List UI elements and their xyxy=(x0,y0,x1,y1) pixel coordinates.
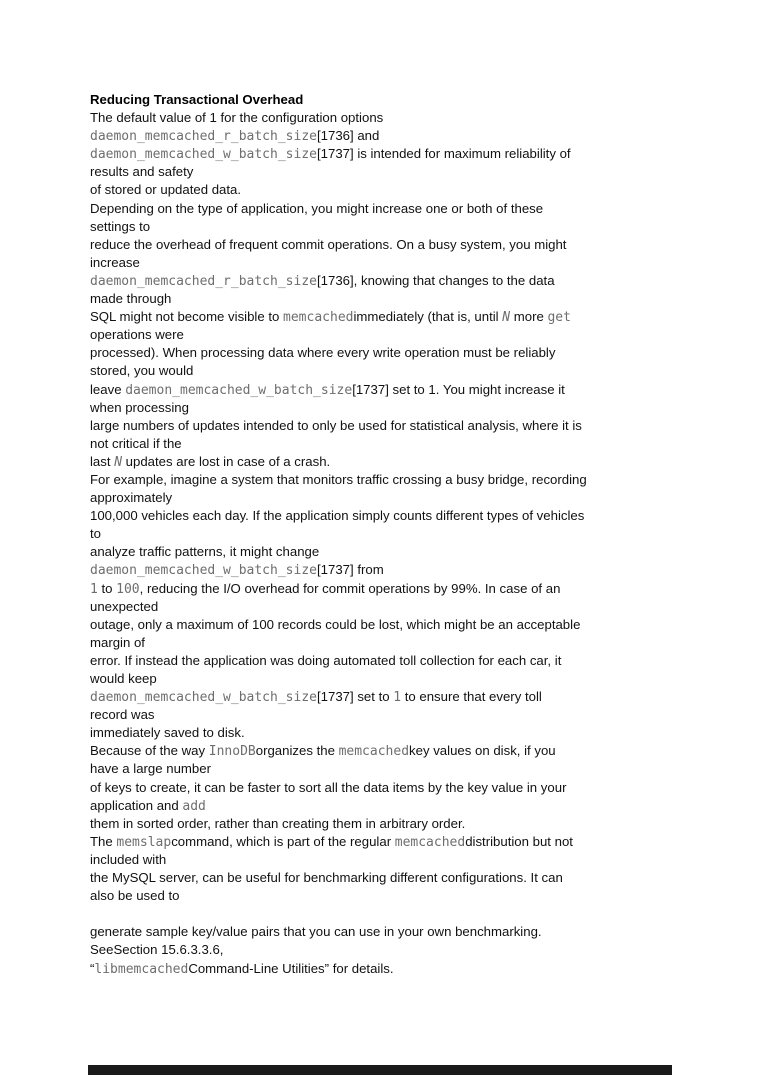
text-line xyxy=(90,923,720,941)
code-span: InnoDB xyxy=(208,744,256,760)
text-span: unexpected xyxy=(90,598,159,614)
text-span: organizes the xyxy=(255,743,339,759)
code-span: memcached xyxy=(394,834,466,850)
text-line xyxy=(90,381,720,399)
text-span: For example, imagine a system that monitors traffic crossing a busy bridge, recording xyxy=(90,471,587,487)
text-span: to xyxy=(90,526,101,542)
blank-line xyxy=(90,905,720,923)
text-span: more xyxy=(510,309,548,325)
text-line xyxy=(90,417,720,435)
text-line xyxy=(90,887,720,905)
title-text: Reducing Transactional Overhead xyxy=(90,92,304,107)
text-span: leave xyxy=(90,381,126,397)
text-span: error. If instead the application was doing automated toll collection for each car, it xyxy=(90,652,562,668)
text-span: [1737] from xyxy=(316,562,384,578)
text-span: approximately xyxy=(90,490,173,506)
text-span: [1736] and xyxy=(316,128,380,144)
code-span: 1 xyxy=(393,690,402,706)
text-span: Command-Line Utilities” for details. xyxy=(188,960,394,976)
text-span: SQL might not become visible to xyxy=(90,309,284,325)
code-span: daemon_memcached_w_batch_size xyxy=(90,147,317,163)
text-line xyxy=(90,779,720,797)
text-span: made through xyxy=(90,291,172,307)
text-line xyxy=(90,561,720,579)
text-span: 100,000 vehicles each day. If the application simply counts different types of vehicles xyxy=(90,508,585,524)
text-span: of keys to create, it can be faster to sort all the data items by the key value in your xyxy=(90,779,567,795)
text-line xyxy=(90,326,720,344)
text-span: results and safety xyxy=(90,164,194,180)
text-span: , reducing the I/O overhead for commit operations by 99%. In case of an xyxy=(139,580,561,596)
section-title xyxy=(90,91,720,109)
text-line xyxy=(90,344,720,362)
text-span: Depending on the type of application, you might increase one or both of these xyxy=(90,200,544,216)
code-span: daemon_memcached_w_batch_size xyxy=(125,382,353,398)
text-span: generate sample key/value pairs that you can use in your own benchmarking. xyxy=(90,924,542,940)
text-line xyxy=(90,851,720,869)
text-line xyxy=(90,525,720,543)
text-line xyxy=(90,163,720,181)
text-line xyxy=(90,290,720,308)
code-span: memcached xyxy=(338,744,410,760)
text-span: updates are lost in case of a crash. xyxy=(122,453,331,469)
code-span: 1 xyxy=(90,581,98,597)
text-span: key values on disk, if you xyxy=(409,743,556,759)
text-line xyxy=(90,254,720,272)
code-span: daemon_memcached_r_batch_size xyxy=(90,273,317,289)
text-span: would keep xyxy=(90,671,157,686)
text-line xyxy=(90,598,720,616)
text-span: operations were xyxy=(90,327,184,343)
variable-span: N xyxy=(114,454,123,470)
text-span: The xyxy=(90,833,117,849)
text-line xyxy=(90,218,720,236)
text-line xyxy=(90,145,720,163)
text-span: immediately (that is, until xyxy=(353,309,503,325)
text-span: SeeSection 15.6.3.3.6, xyxy=(90,942,224,958)
text-line xyxy=(90,760,720,778)
text-span: margin of xyxy=(90,634,145,650)
text-line xyxy=(90,200,720,218)
code-span: get xyxy=(547,310,571,326)
code-span: daemon_memcached_w_batch_size xyxy=(90,563,317,579)
text-line xyxy=(90,543,720,561)
text-line xyxy=(90,362,720,380)
text-line xyxy=(90,797,720,815)
text-span: have a large number xyxy=(90,761,211,777)
text-line xyxy=(90,670,720,688)
text-span: The default value of 1 for the configuration options xyxy=(90,110,384,126)
text-line xyxy=(90,236,720,254)
text-line xyxy=(90,706,720,724)
text-line xyxy=(90,960,720,978)
text-span: analyze traffic patterns, it might change xyxy=(90,544,320,560)
text-span: of stored or updated data. xyxy=(90,182,242,198)
text-line xyxy=(90,308,720,326)
text-span: record was xyxy=(90,707,155,723)
text-span: increase xyxy=(90,254,140,270)
text-span: immediately saved to disk. xyxy=(90,725,245,741)
text-span: them in sorted order, rather than creating them in arbitrary order. xyxy=(90,815,466,831)
text-span: processed). When processing data where every write operation must be reliably xyxy=(90,345,556,361)
text-span: [1736], knowing that changes to the data xyxy=(316,272,555,288)
text-line xyxy=(90,742,720,760)
text-line xyxy=(90,688,720,706)
text-line xyxy=(90,507,720,525)
code-span: memcached xyxy=(283,310,354,326)
code-span: add xyxy=(182,798,206,814)
text-span: [1737] is intended for maximum reliability of xyxy=(316,146,571,162)
text-span: [1737] set to xyxy=(316,689,394,705)
text-span: last xyxy=(90,453,115,469)
text-span: included with xyxy=(90,851,167,867)
text-line xyxy=(90,489,720,507)
text-span: [1737] set to 1. You might increase it xyxy=(352,381,565,397)
code-span: 100 xyxy=(116,581,140,597)
text-span: reduce the overhead of frequent commit operations. On a busy system, you might xyxy=(90,236,567,252)
text-line xyxy=(90,435,720,453)
text-line xyxy=(90,471,720,489)
text-line xyxy=(90,815,720,833)
code-span: daemon_memcached_r_batch_size xyxy=(90,129,317,145)
text-span: distribution but not xyxy=(465,833,573,849)
text-line xyxy=(90,652,720,670)
variable-span: N xyxy=(502,310,511,326)
text-span: stored, you would xyxy=(90,363,194,379)
text-line xyxy=(90,127,720,145)
text-line xyxy=(90,453,720,471)
text-span: settings to xyxy=(90,218,151,234)
text-line xyxy=(90,941,720,959)
text-span: “ xyxy=(90,960,95,976)
text-line xyxy=(90,616,720,634)
text-span: large numbers of updates intended to only be used for statistical analysis, where it is xyxy=(90,417,582,433)
text-span: Because of the way xyxy=(90,743,209,759)
text-line xyxy=(90,869,720,887)
code-span: libmemcached xyxy=(94,961,189,977)
text-span: outage, only a maximum of 100 records could be lost, which might be an acceptable xyxy=(90,616,581,632)
next-page-edge xyxy=(88,1065,672,1075)
text-line xyxy=(90,724,720,742)
text-line xyxy=(90,833,720,851)
text-line xyxy=(90,109,720,127)
text-span: command, which is part of the regular xyxy=(171,833,395,849)
text-span: to ensure that every toll xyxy=(401,689,542,705)
code-span: daemon_memcached_w_batch_size xyxy=(90,690,317,706)
code-span: memslap xyxy=(116,834,172,850)
text-line xyxy=(90,634,720,652)
text-span: application and xyxy=(90,797,183,813)
text-span: also be used to xyxy=(90,888,180,904)
text-line xyxy=(90,272,720,290)
text-line xyxy=(90,181,720,199)
text-line xyxy=(90,399,720,417)
text-span: when processing xyxy=(90,399,189,415)
text-line xyxy=(90,580,720,598)
text-span: to xyxy=(97,580,117,596)
text-span: not critical if the xyxy=(90,435,182,451)
document-body xyxy=(90,91,720,978)
text-span: the MySQL server, can be useful for benchmarking different configurations. It can xyxy=(90,870,563,886)
